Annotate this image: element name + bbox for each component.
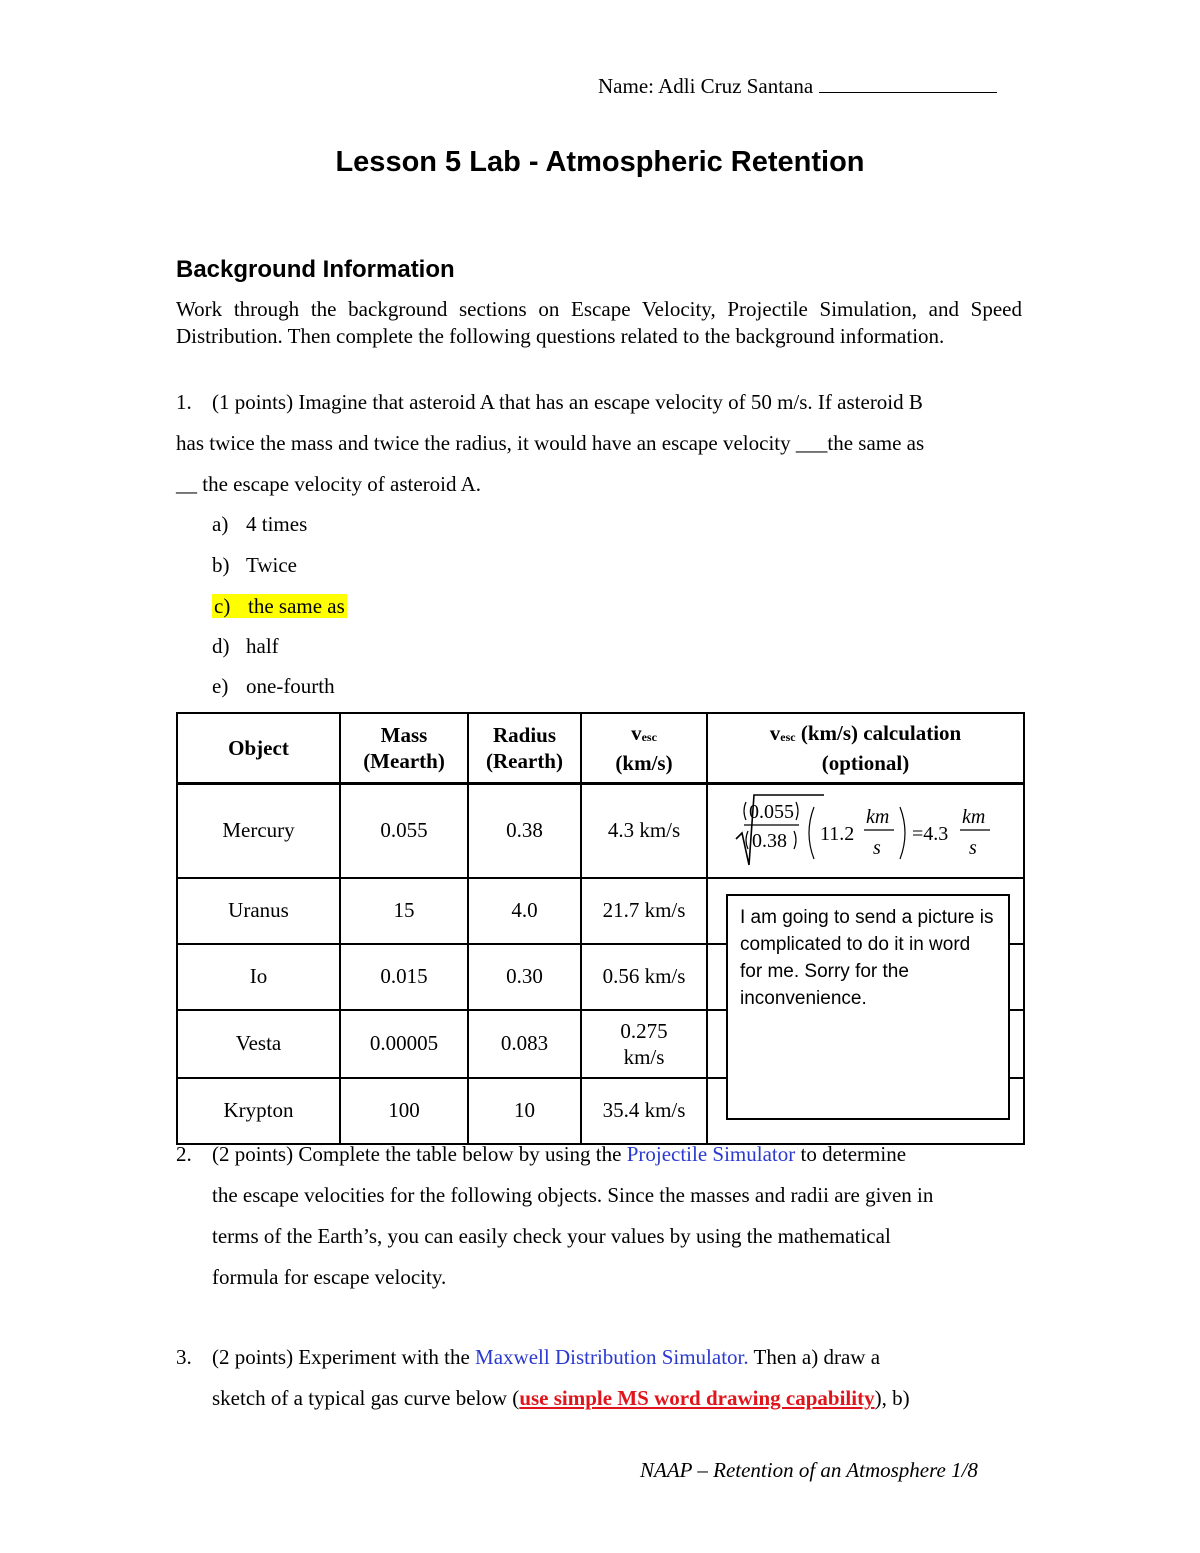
- option-label: c): [214, 594, 231, 618]
- q1-text-2: has twice the mass and twice the radius, it would have an escape velocity ___the same as: [176, 431, 925, 455]
- option-label: a): [212, 512, 229, 536]
- option-text: 4 times: [246, 512, 308, 536]
- q2-line-1: [176, 1142, 1022, 1167]
- note-text: I am going to send a picture is complicated to do it in word for me. Sorry for the inconvenience.: [740, 907, 994, 1009]
- q1-option-a[interactable]: [212, 512, 307, 537]
- cell-vesc-unit: km/s: [623, 1044, 665, 1069]
- page-footer: NAAP – Retention of an Atmosphere 1/8: [640, 1458, 978, 1482]
- q1-option-b[interactable]: [212, 553, 297, 578]
- name-label: Name: Adli Cruz Santana: [598, 74, 814, 98]
- q2-text-4: formula for escape velocity.: [212, 1265, 447, 1289]
- option-label: d): [212, 634, 230, 658]
- formula-numerator: 0.055: [748, 800, 794, 823]
- formula-result-km: km: [961, 805, 985, 828]
- background-intro: Work through the background sections on Escape Velocity, Projectile Simulation, and Speed Distribution. Then complete the following questions related to the background information.: [176, 297, 1022, 348]
- header-object: Object: [177, 713, 340, 783]
- q1-option-d[interactable]: [212, 634, 279, 659]
- cell-vesc[interactable]: 4.3 km/s: [581, 783, 707, 878]
- cell-object: Io: [177, 944, 340, 1010]
- cell-vesc[interactable]: 0.56 km/s: [581, 944, 707, 1010]
- cell-vesc[interactable]: 35.4 km/s: [581, 1078, 707, 1144]
- header-calculation: $v_{esc}$ (km/s) calculation (optional): [707, 713, 1024, 783]
- cell-object: Vesta: [177, 1010, 340, 1078]
- page-title: Lesson 5 Lab - Atmospheric Retention: [335, 146, 865, 178]
- cell-radius: 0.30: [468, 944, 581, 1010]
- cell-radius: 0.38: [468, 783, 581, 878]
- q3-text-2-post: ), b): [874, 1386, 910, 1410]
- escape-velocity-formula: [716, 785, 1016, 871]
- formula-result-s: s: [968, 836, 977, 859]
- option-label: b): [212, 553, 230, 577]
- cell-mass: 0.00005: [340, 1010, 468, 1078]
- table-header-row: [177, 713, 1024, 783]
- cell-vesc[interactable]: [581, 1010, 707, 1078]
- cell-vesc[interactable]: 21.7 km/s: [581, 878, 707, 944]
- header-mass: Mass (Mearth): [340, 713, 468, 783]
- cell-radius: 10: [468, 1078, 581, 1144]
- projectile-simulator-link[interactable]: Projectile Simulator: [626, 1142, 796, 1166]
- cell-radius: 0.083: [468, 1010, 581, 1078]
- cell-mass: 0.055: [340, 783, 468, 878]
- option-text: Twice: [246, 553, 298, 577]
- q1-line-1: [176, 390, 923, 415]
- cell-calculation[interactable]: [707, 783, 1024, 878]
- q1-text-1: (1 points) Imagine that asteroid A that has an escape velocity of 50 m/s. If asteroid B: [212, 390, 923, 414]
- q2-text-1-post: to determine: [800, 1142, 907, 1166]
- formula-coefficient: 11.2: [819, 822, 854, 845]
- q1-option-c-selected[interactable]: [212, 594, 347, 619]
- header-radius: Radius (Rearth): [468, 713, 581, 783]
- q1-number: 1.: [176, 390, 192, 414]
- name-line: [598, 74, 997, 99]
- option-text: one-fourth: [246, 674, 335, 698]
- background-heading: Background Information: [176, 256, 455, 283]
- formula-km: km: [865, 805, 889, 828]
- q2-text-3: terms of the Earth’s, you can easily check your values by using the mathematical: [212, 1224, 891, 1248]
- table-row: [177, 783, 1024, 878]
- q2-text-2: the escape velocities for the following objects. Since the masses and radii are given in: [212, 1183, 934, 1207]
- cell-radius: 4.0: [468, 878, 581, 944]
- q2-text-1-pre: (2 points) Complete the table below by using the: [212, 1142, 622, 1166]
- q3-text-2-pre: sketch of a typical gas curve below (: [212, 1386, 520, 1410]
- cell-mass: 15: [340, 878, 468, 944]
- q2-number: 2.: [176, 1142, 192, 1166]
- formula-s: s: [872, 836, 881, 859]
- drawing-instruction: use simple MS word drawing capability: [519, 1386, 875, 1410]
- cell-vesc-value: 0.275: [620, 1018, 668, 1043]
- q1-option-e[interactable]: [212, 674, 335, 699]
- name-blank-line: [819, 74, 997, 93]
- option-text: the same as: [248, 594, 345, 618]
- cell-object: Uranus: [177, 878, 340, 944]
- option-text: half: [246, 634, 279, 658]
- q3-line-1: [176, 1345, 880, 1370]
- q3-number: 3.: [176, 1345, 192, 1369]
- q3-line-2: [212, 1386, 910, 1411]
- q3-text-1-post: Then a) draw a: [753, 1345, 881, 1369]
- q1-text-3: __ the escape velocity of asteroid A.: [176, 472, 481, 496]
- q3-text-1-pre: (2 points) Experiment with the: [212, 1345, 470, 1369]
- header-vesc: $v_{esc}$ (km/s): [581, 713, 707, 783]
- cell-mass: 100: [340, 1078, 468, 1144]
- formula-denominator: 0.38: [751, 829, 787, 852]
- cell-object: Krypton: [177, 1078, 340, 1144]
- option-label: e): [212, 674, 229, 698]
- maxwell-simulator-link[interactable]: Maxwell Distribution Simulator.: [475, 1345, 749, 1369]
- formula-result: =4.3: [911, 822, 948, 845]
- cell-object: Mercury: [177, 783, 340, 878]
- cell-mass: 0.015: [340, 944, 468, 1010]
- note-text-box[interactable]: [726, 894, 1010, 1120]
